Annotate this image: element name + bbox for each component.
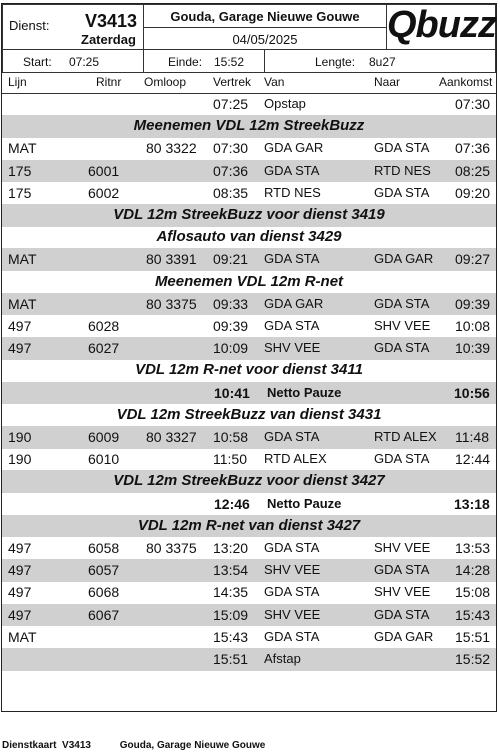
cell-van: GDA STA	[264, 540, 320, 555]
cell-ritnr: 6058	[88, 540, 120, 556]
cell-lijn: MAT	[8, 251, 37, 268]
section-title: VDL 12m StreekBuzz voor dienst 3419	[113, 206, 385, 223]
cell-aankomst: 10:39	[455, 340, 491, 357]
cell-lijn: 190	[8, 451, 32, 468]
trip-row	[2, 626, 496, 649]
cell-vertrek: 09:33	[213, 295, 249, 312]
footer-dienst: V3413	[62, 740, 91, 751]
cell-aankomst: 14:28	[455, 562, 491, 579]
section-row	[2, 404, 496, 427]
cell-lijn: MAT	[8, 140, 37, 157]
cell-omloop: 80 3322	[146, 140, 197, 157]
cell-aankomst: 10:08	[455, 318, 491, 334]
cell-vertrek: 08:35	[213, 184, 249, 201]
trip-row	[2, 93, 496, 116]
cell-aankomst: 15:43	[455, 606, 491, 623]
trip-row	[2, 182, 496, 205]
pause-end: 13:18	[454, 495, 490, 512]
cell-naar: GDA STA	[374, 340, 430, 356]
section-title: Meenemen VDL 12m StreekBuzz	[133, 117, 365, 135]
dienst-day: Zaterdag	[81, 32, 136, 47]
cell-vertrek: 07:25	[213, 96, 249, 112]
cell-vertrek: 15:43	[213, 628, 249, 645]
cell-naar: GDA STA	[374, 140, 430, 156]
cell-naar: RTD NES	[374, 162, 431, 178]
cell-lijn: 497	[8, 562, 32, 579]
cell-vertrek: 09:21	[213, 251, 249, 268]
cell-aankomst: 07:36	[455, 140, 491, 157]
section-row	[2, 515, 496, 538]
trip-row	[2, 537, 496, 560]
cell-ritnr: 6002	[88, 184, 120, 201]
section-row	[2, 226, 496, 249]
cell-vertrek: 07:30	[213, 140, 249, 157]
trip-row	[2, 293, 496, 316]
col-vertrek: Vertrek	[213, 75, 252, 89]
section-row	[2, 271, 496, 294]
pause-start: 12:46	[214, 495, 250, 512]
cell-aankomst: 12:44	[455, 451, 491, 468]
date-text: 04/05/2025	[232, 32, 298, 47]
cell-naar: GDA STA	[374, 451, 430, 467]
cell-lijn: 497	[8, 606, 32, 623]
section-row	[2, 359, 496, 382]
cell-omloop: 80 3375	[146, 540, 197, 556]
cell-aankomst: 09:27	[455, 251, 491, 268]
cell-naar: GDA STA	[374, 562, 430, 578]
cell-lijn: MAT	[8, 628, 37, 645]
trip-row	[2, 337, 496, 360]
cell-lijn: 497	[8, 584, 32, 601]
cell-van: Opstap	[264, 96, 306, 111]
einde-label: Einde:	[168, 55, 203, 69]
section-title: VDL 12m StreekBuzz van dienst 3431	[116, 405, 382, 423]
footer-location: Gouda, Garage Nieuwe Gouwe	[119, 740, 266, 751]
einde-cell	[143, 49, 265, 73]
start-label: Start:	[23, 55, 52, 69]
dienst-label: Dienst:	[9, 18, 50, 33]
cell-vertrek: 14:35	[213, 584, 249, 601]
column-headers	[2, 73, 496, 94]
cell-van: GDA STA	[264, 251, 320, 267]
cell-aankomst: 07:30	[455, 96, 491, 112]
pause-label: Netto Pauze	[267, 384, 342, 400]
header	[2, 4, 496, 73]
col-naar: Naar	[374, 75, 401, 89]
trip-row	[2, 581, 496, 604]
col-aankomst: Aankomst	[439, 75, 493, 89]
lengte-cell	[264, 49, 496, 73]
cell-lijn: MAT	[8, 295, 37, 312]
cell-naar: RTD ALEX	[374, 429, 437, 444]
cell-naar: SHV VEE	[374, 584, 431, 600]
trip-row	[2, 604, 496, 627]
start-value: 07:25	[69, 55, 100, 69]
cell-ritnr: 6027	[88, 340, 120, 357]
cell-naar: GDA STA	[374, 184, 430, 200]
cell-ritnr: 6010	[88, 451, 120, 468]
cell-naar: GDA GAR	[374, 628, 434, 644]
cell-van: SHV VEE	[264, 562, 321, 578]
cell-vertrek: 10:58	[213, 429, 249, 445]
location-cell	[143, 4, 387, 28]
cell-vertrek: 15:51	[213, 651, 249, 667]
trip-row	[2, 426, 496, 449]
section-title: Meenemen VDL 12m R-net	[154, 272, 344, 290]
cell-van: GDA STA	[264, 162, 320, 178]
cell-van: RTD ALEX	[264, 451, 327, 467]
pause-end: 10:56	[454, 384, 490, 401]
cell-vertrek: 15:09	[213, 606, 249, 623]
pause-label: Netto Pauze	[267, 495, 342, 511]
cell-van: Afstap	[264, 651, 301, 666]
cell-lijn: 497	[8, 540, 32, 556]
cell-ritnr: 6009	[88, 429, 120, 445]
cell-aankomst: 09:20	[455, 184, 491, 201]
dienst-cell	[2, 4, 144, 50]
cell-aankomst: 15:08	[455, 584, 491, 601]
cell-vertrek: 09:39	[213, 318, 249, 334]
trip-row	[2, 448, 496, 471]
col-ritnr: Ritnr	[96, 75, 122, 89]
section-title: VDL 12m R-net van dienst 3427	[137, 516, 361, 534]
cell-lijn: 497	[8, 340, 32, 357]
col-omloop: Omloop	[144, 75, 187, 89]
cell-vertrek: 13:20	[213, 540, 249, 556]
section-row	[2, 204, 496, 227]
cell-aankomst: 15:52	[455, 651, 491, 667]
cell-ritnr: 6067	[88, 606, 120, 623]
cell-vertrek: 11:50	[213, 451, 247, 468]
cell-ritnr: 6001	[88, 162, 120, 179]
cell-aankomst: 09:39	[455, 295, 491, 312]
cell-aankomst: 11:48	[455, 429, 489, 445]
trip-row	[2, 160, 496, 183]
cell-omloop: 80 3327	[146, 429, 197, 445]
trip-row	[2, 648, 496, 671]
cell-naar: GDA STA	[374, 606, 430, 622]
qbuzz-logo: Qbuzz	[387, 4, 496, 46]
cell-vertrek: 07:36	[213, 162, 249, 179]
cell-aankomst: 08:25	[455, 162, 491, 179]
pause-row	[2, 493, 496, 516]
start-cell	[2, 49, 144, 73]
section-row	[2, 470, 496, 493]
cell-van: SHV VEE	[264, 340, 321, 356]
trip-row	[2, 248, 496, 271]
cell-van: GDA GAR	[264, 140, 324, 156]
footer	[2, 740, 265, 751]
cell-vertrek: 10:09	[213, 340, 249, 357]
section-title: VDL 12m R-net voor dienst 3411	[135, 361, 363, 379]
cell-naar: GDA GAR	[374, 251, 434, 267]
cell-van: GDA STA	[264, 584, 320, 600]
cell-lijn: 175	[8, 184, 32, 201]
pause-start: 10:41	[214, 384, 250, 401]
cell-aankomst: 13:53	[455, 540, 491, 556]
trip-row	[2, 559, 496, 582]
date-cell	[143, 27, 387, 50]
cell-van: GDA STA	[264, 429, 320, 444]
cell-van: GDA STA	[264, 628, 320, 644]
cell-van: GDA STA	[264, 318, 320, 333]
cell-ritnr: 6028	[88, 318, 120, 334]
section-title: VDL 12m StreekBuzz voor dienst 3427	[113, 472, 385, 490]
col-lijn: Lijn	[8, 75, 27, 89]
pause-row	[2, 382, 496, 405]
cell-naar: GDA STA	[374, 295, 430, 311]
cell-lijn: 190	[8, 429, 32, 445]
cell-naar: SHV VEE	[374, 540, 431, 555]
footer-label: Dienstkaart	[2, 740, 57, 751]
section-title: Aflosauto van dienst 3429	[156, 228, 342, 246]
col-van: Van	[264, 75, 285, 89]
cell-vertrek: 13:54	[213, 562, 249, 579]
cell-aankomst: 15:51	[455, 628, 491, 645]
location-text: Gouda, Garage Nieuwe Gouwe	[170, 9, 360, 24]
cell-lijn: 497	[8, 318, 32, 334]
cell-van: SHV VEE	[264, 606, 321, 622]
cell-naar: SHV VEE	[374, 318, 431, 333]
cell-omloop: 80 3375	[146, 295, 197, 312]
trip-row	[2, 315, 496, 338]
cell-ritnr: 6068	[88, 584, 120, 601]
dienstkaart-card	[1, 3, 497, 712]
lengte-value: 8u27	[369, 55, 396, 69]
cell-ritnr: 6057	[88, 562, 120, 579]
cell-van: RTD NES	[264, 184, 321, 200]
section-row	[2, 115, 496, 138]
lengte-label: Lengte:	[315, 55, 356, 69]
cell-omloop: 80 3391	[146, 251, 197, 268]
cell-van: GDA GAR	[264, 295, 324, 311]
dienst-number: V3413	[85, 11, 138, 31]
cell-lijn: 175	[8, 162, 32, 179]
trip-row	[2, 137, 496, 160]
einde-value: 15:52	[214, 55, 245, 69]
logo-cell	[386, 4, 496, 50]
